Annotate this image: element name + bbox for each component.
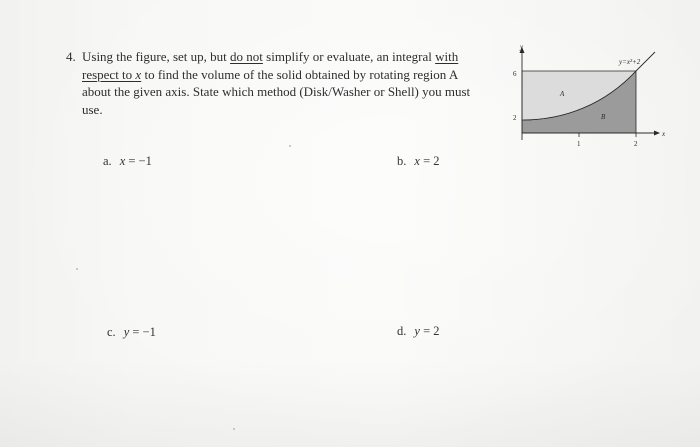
problem-intro: Using the figure, set up, but xyxy=(82,49,231,64)
region-b-label: B xyxy=(601,113,606,121)
problem-number: 4. xyxy=(66,49,76,64)
problem-rest: the volume of the solid obtained by rotating region A about the given axis. State which method (Disk/Washer or Shell) you must use. xyxy=(82,66,471,117)
y-axis-label: y xyxy=(520,43,524,51)
part-a-label: a. xyxy=(103,154,112,168)
region-figure-svg xyxy=(505,40,680,155)
part-b xyxy=(397,154,440,169)
part-c-var: y xyxy=(123,325,130,339)
problem-statement xyxy=(66,48,476,118)
part-b-label: b. xyxy=(397,154,407,168)
part-d xyxy=(397,324,440,339)
problem-intro-cont: simplify or evaluate, an integral xyxy=(262,49,436,64)
part-d-label: d. xyxy=(397,324,407,338)
wrt-variable: x xyxy=(135,66,142,82)
y-tick-6-label: 6 xyxy=(513,70,517,78)
x-axis-arrow xyxy=(654,131,660,136)
part-b-var: x xyxy=(414,154,420,168)
y-tick-2-label: 2 xyxy=(513,114,517,122)
part-c xyxy=(107,325,156,340)
x-axis-label: x xyxy=(662,130,666,138)
curve-label: y=x²+2 xyxy=(619,58,641,66)
x-tick-1-label: 1 xyxy=(577,140,581,148)
part-b-value: = 2 xyxy=(423,154,440,168)
part-a-value: = −1 xyxy=(128,154,152,168)
do-not-emphasis: do not xyxy=(230,49,263,64)
paper-speck xyxy=(76,268,78,270)
part-a-var: x xyxy=(119,154,126,168)
part-a xyxy=(103,154,152,169)
region-a-label: A xyxy=(560,90,565,98)
part-d-value: = 2 xyxy=(423,324,440,338)
part-c-value: = −1 xyxy=(132,325,156,339)
region-figure xyxy=(505,40,680,155)
wrt-suffix: to find xyxy=(141,66,179,82)
wrt-prefix: with respect to xyxy=(82,49,459,82)
x-tick-2-label: 2 xyxy=(634,140,638,148)
part-d-var: y xyxy=(414,324,420,338)
problem-text xyxy=(82,48,476,118)
part-c-label: c. xyxy=(107,325,116,339)
paper-speck xyxy=(289,145,291,147)
paper-speck xyxy=(233,428,235,430)
